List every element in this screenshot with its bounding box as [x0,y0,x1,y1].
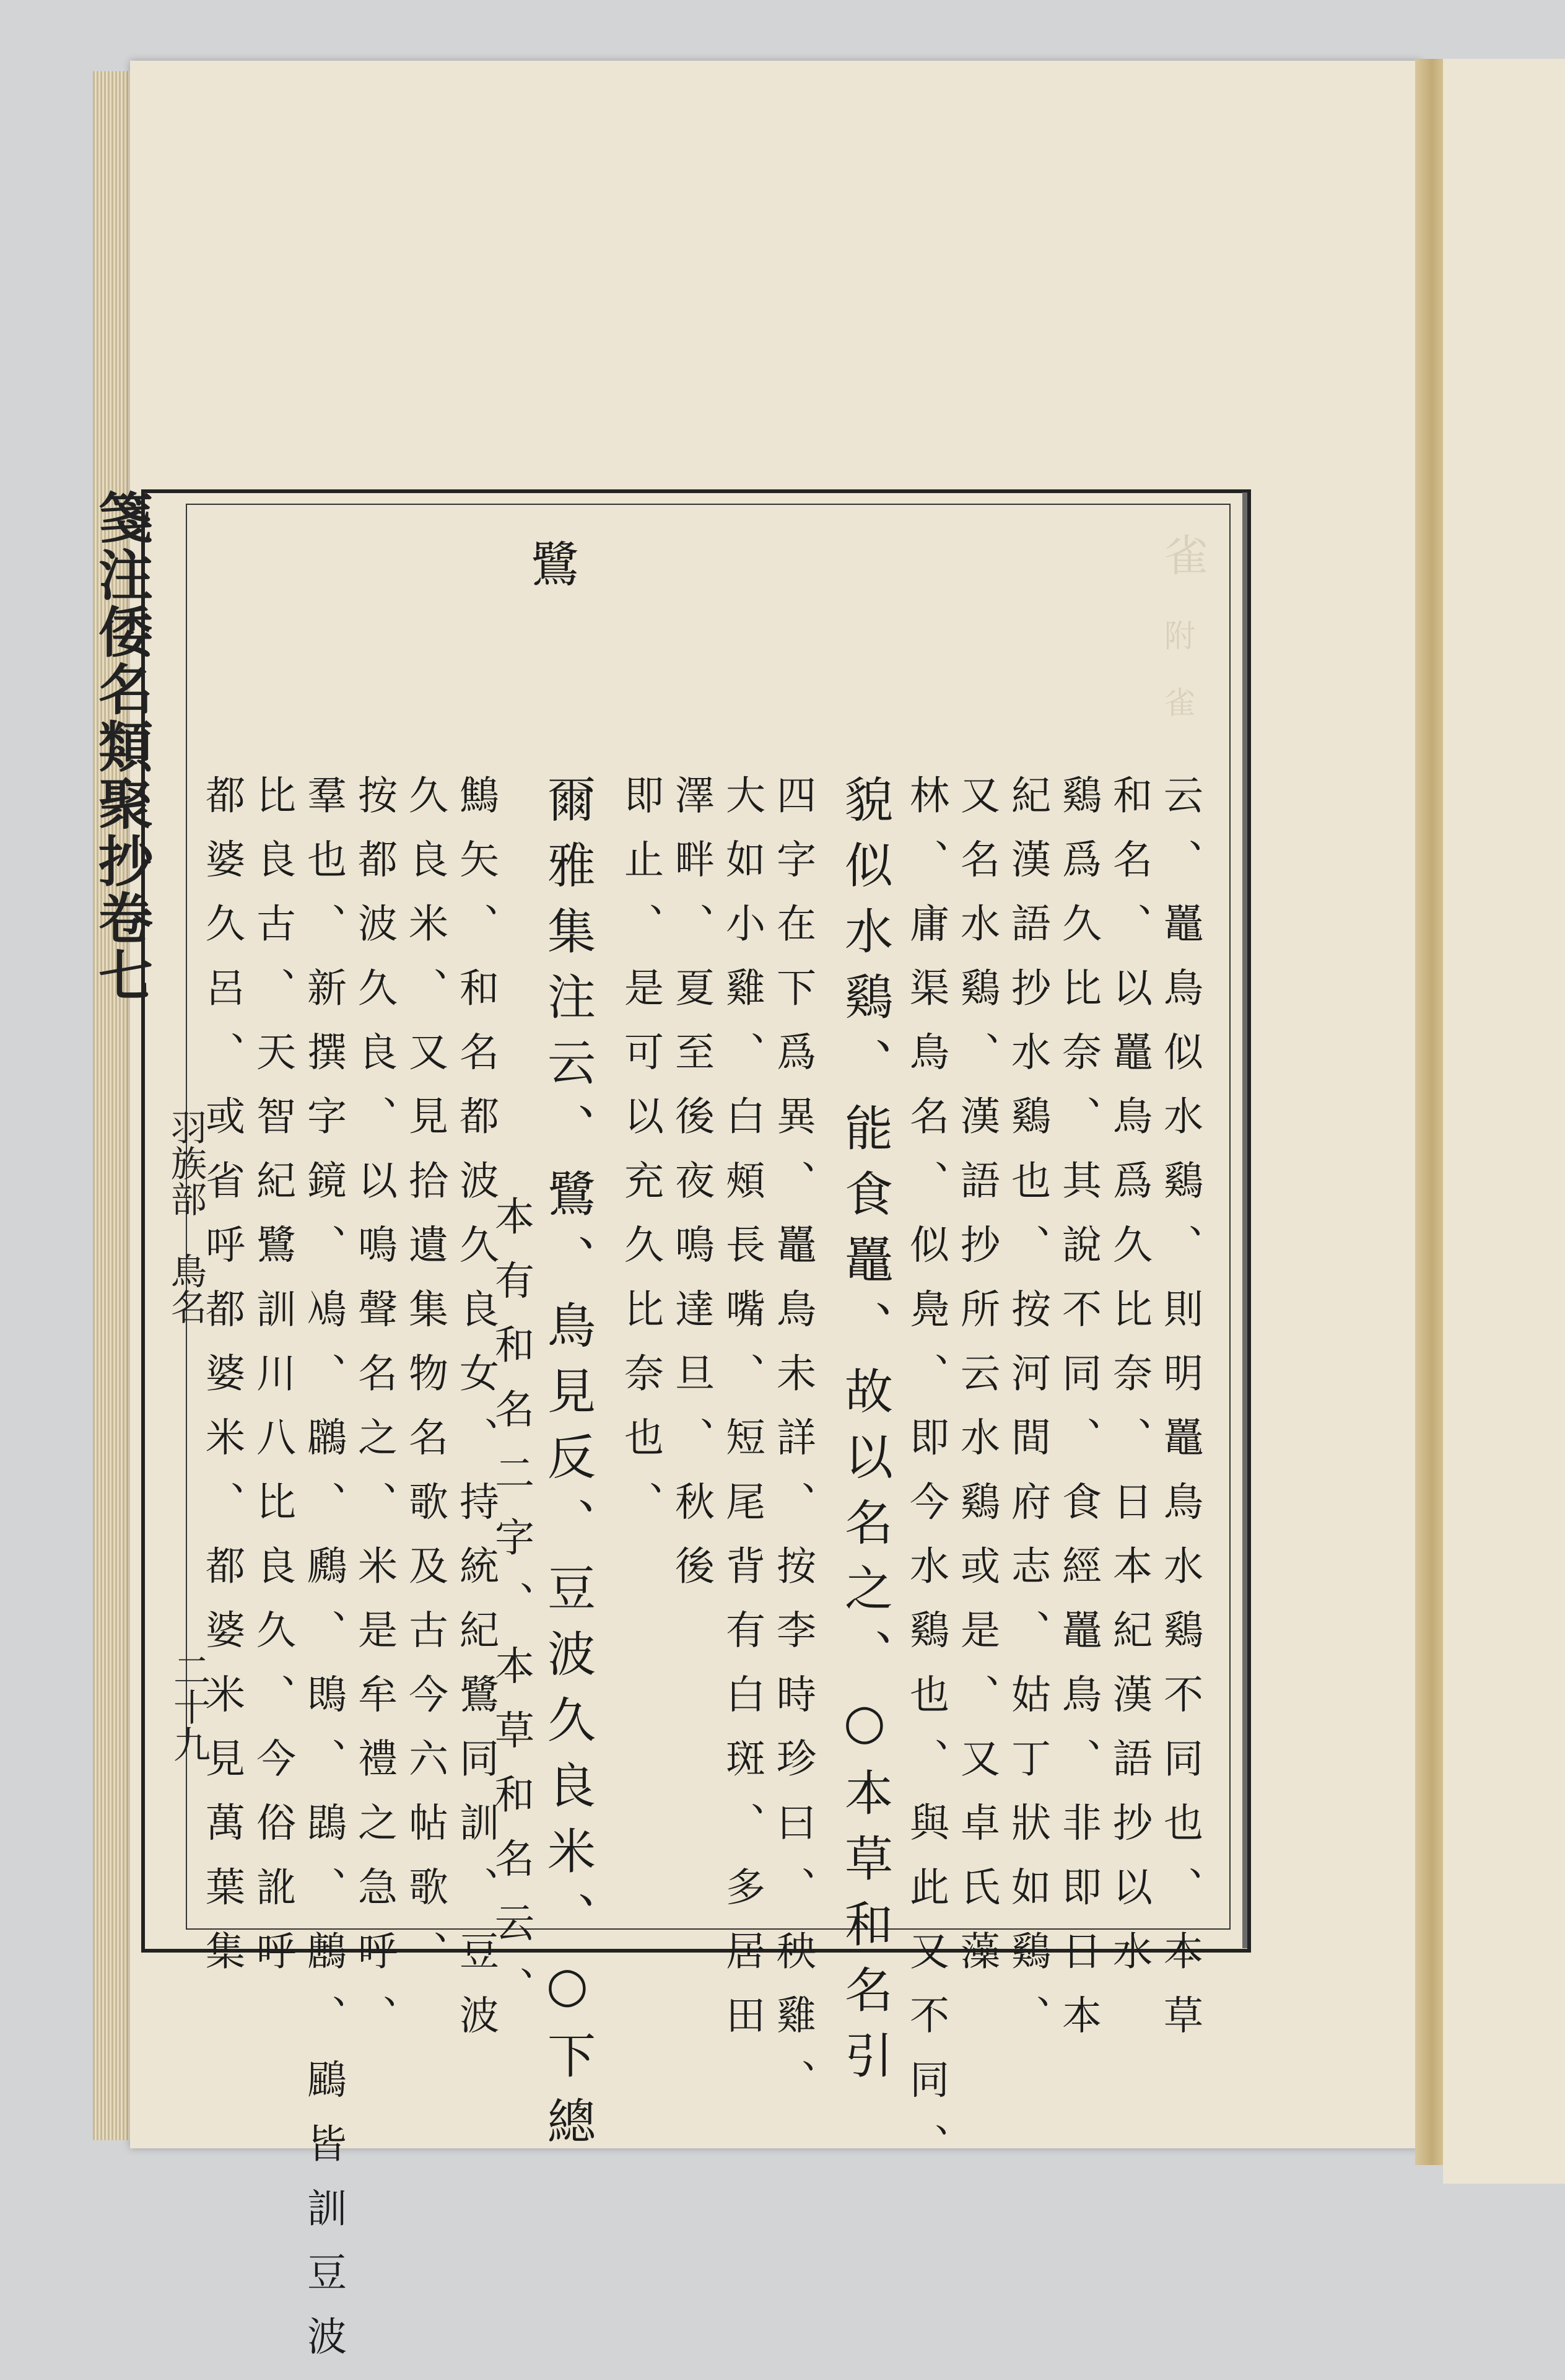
text-frame-shadow [1242,492,1247,1948]
text-column: 本有和名二字、本草和名云、 [488,1196,534,2031]
text-column: 都婆久呂、或省呼都婆米、都婆米見萬葉集 [199,774,245,1995]
text-column: 澤畔、夏至後夜鳴達旦、秋後 [668,774,714,1609]
text-column: 大如小雞、白頰長嘴、短尾背有白斑、多居田 [719,774,765,2059]
section-label: 羽族部 鳥名 [165,1109,207,1324]
text-column: 比良古、天智紀鷺訓川八比良久、今俗訛呼 [250,774,295,1995]
text-column: 久良米、又見拾遺集物名歌及古今六帖歌、 [402,774,448,1995]
text-column: 又名水鷄、漢語抄所云水鷄或是、又卓氏藻 [954,774,1000,1995]
text-column: 林、庸渠鳥名、似鳧、即今水鷄也、與此又不同、 [903,774,949,2187]
text-column: 鷄爲久比奈、其說不同、食經鼉鳥、非即日本 [1055,774,1101,2059]
book-gutter [1415,59,1443,2165]
text-column-main: 爾雅集注云、鷺、鳥見反、豆波久良米、○下總 [539,774,595,2162]
book-title: 箋注倭名類聚抄卷七 [90,489,154,1005]
facing-page [1443,59,1565,2184]
text-column-main: 貌似水鷄、能食鼉、故以名之、○本草和名引 [837,774,892,2096]
text-column: 按都波久良、以鳴聲名之、米是牟禮之急呼、 [351,774,397,2059]
text-column: 和名、以鼉鳥爲久比奈、日本紀漢語抄以水 [1106,774,1152,1995]
page-number: 二十九 [167,1651,211,1762]
text-column: 四字在下爲異、鼉鳥未詳、按李時珍曰、秧雞、 [770,774,816,2124]
text-column: 云、鼉鳥似水鷄、則明鼉鳥水鷄不同也、本草 [1157,774,1203,2059]
text-column: 即止、是可以充久比奈也、 [617,774,663,1546]
bleed-through-text: 附 雀 [1159,619,1195,717]
text-column: 鷦矢、和名都波久良女、持統紀鷺同訓、豆波 [453,774,499,2059]
text-column: 紀漢語抄水鷄也、按河間府志、姑丁狀如鷄、 [1005,774,1050,2059]
entry-heading: 鷺 [523,539,578,587]
text-column: 羣也、新撰字鏡、鳰、鸊、鷉、鵖、鵾、鶶、鶌皆訓豆波 [300,774,346,2380]
bleed-through-text: 雀 [1157,533,1208,576]
